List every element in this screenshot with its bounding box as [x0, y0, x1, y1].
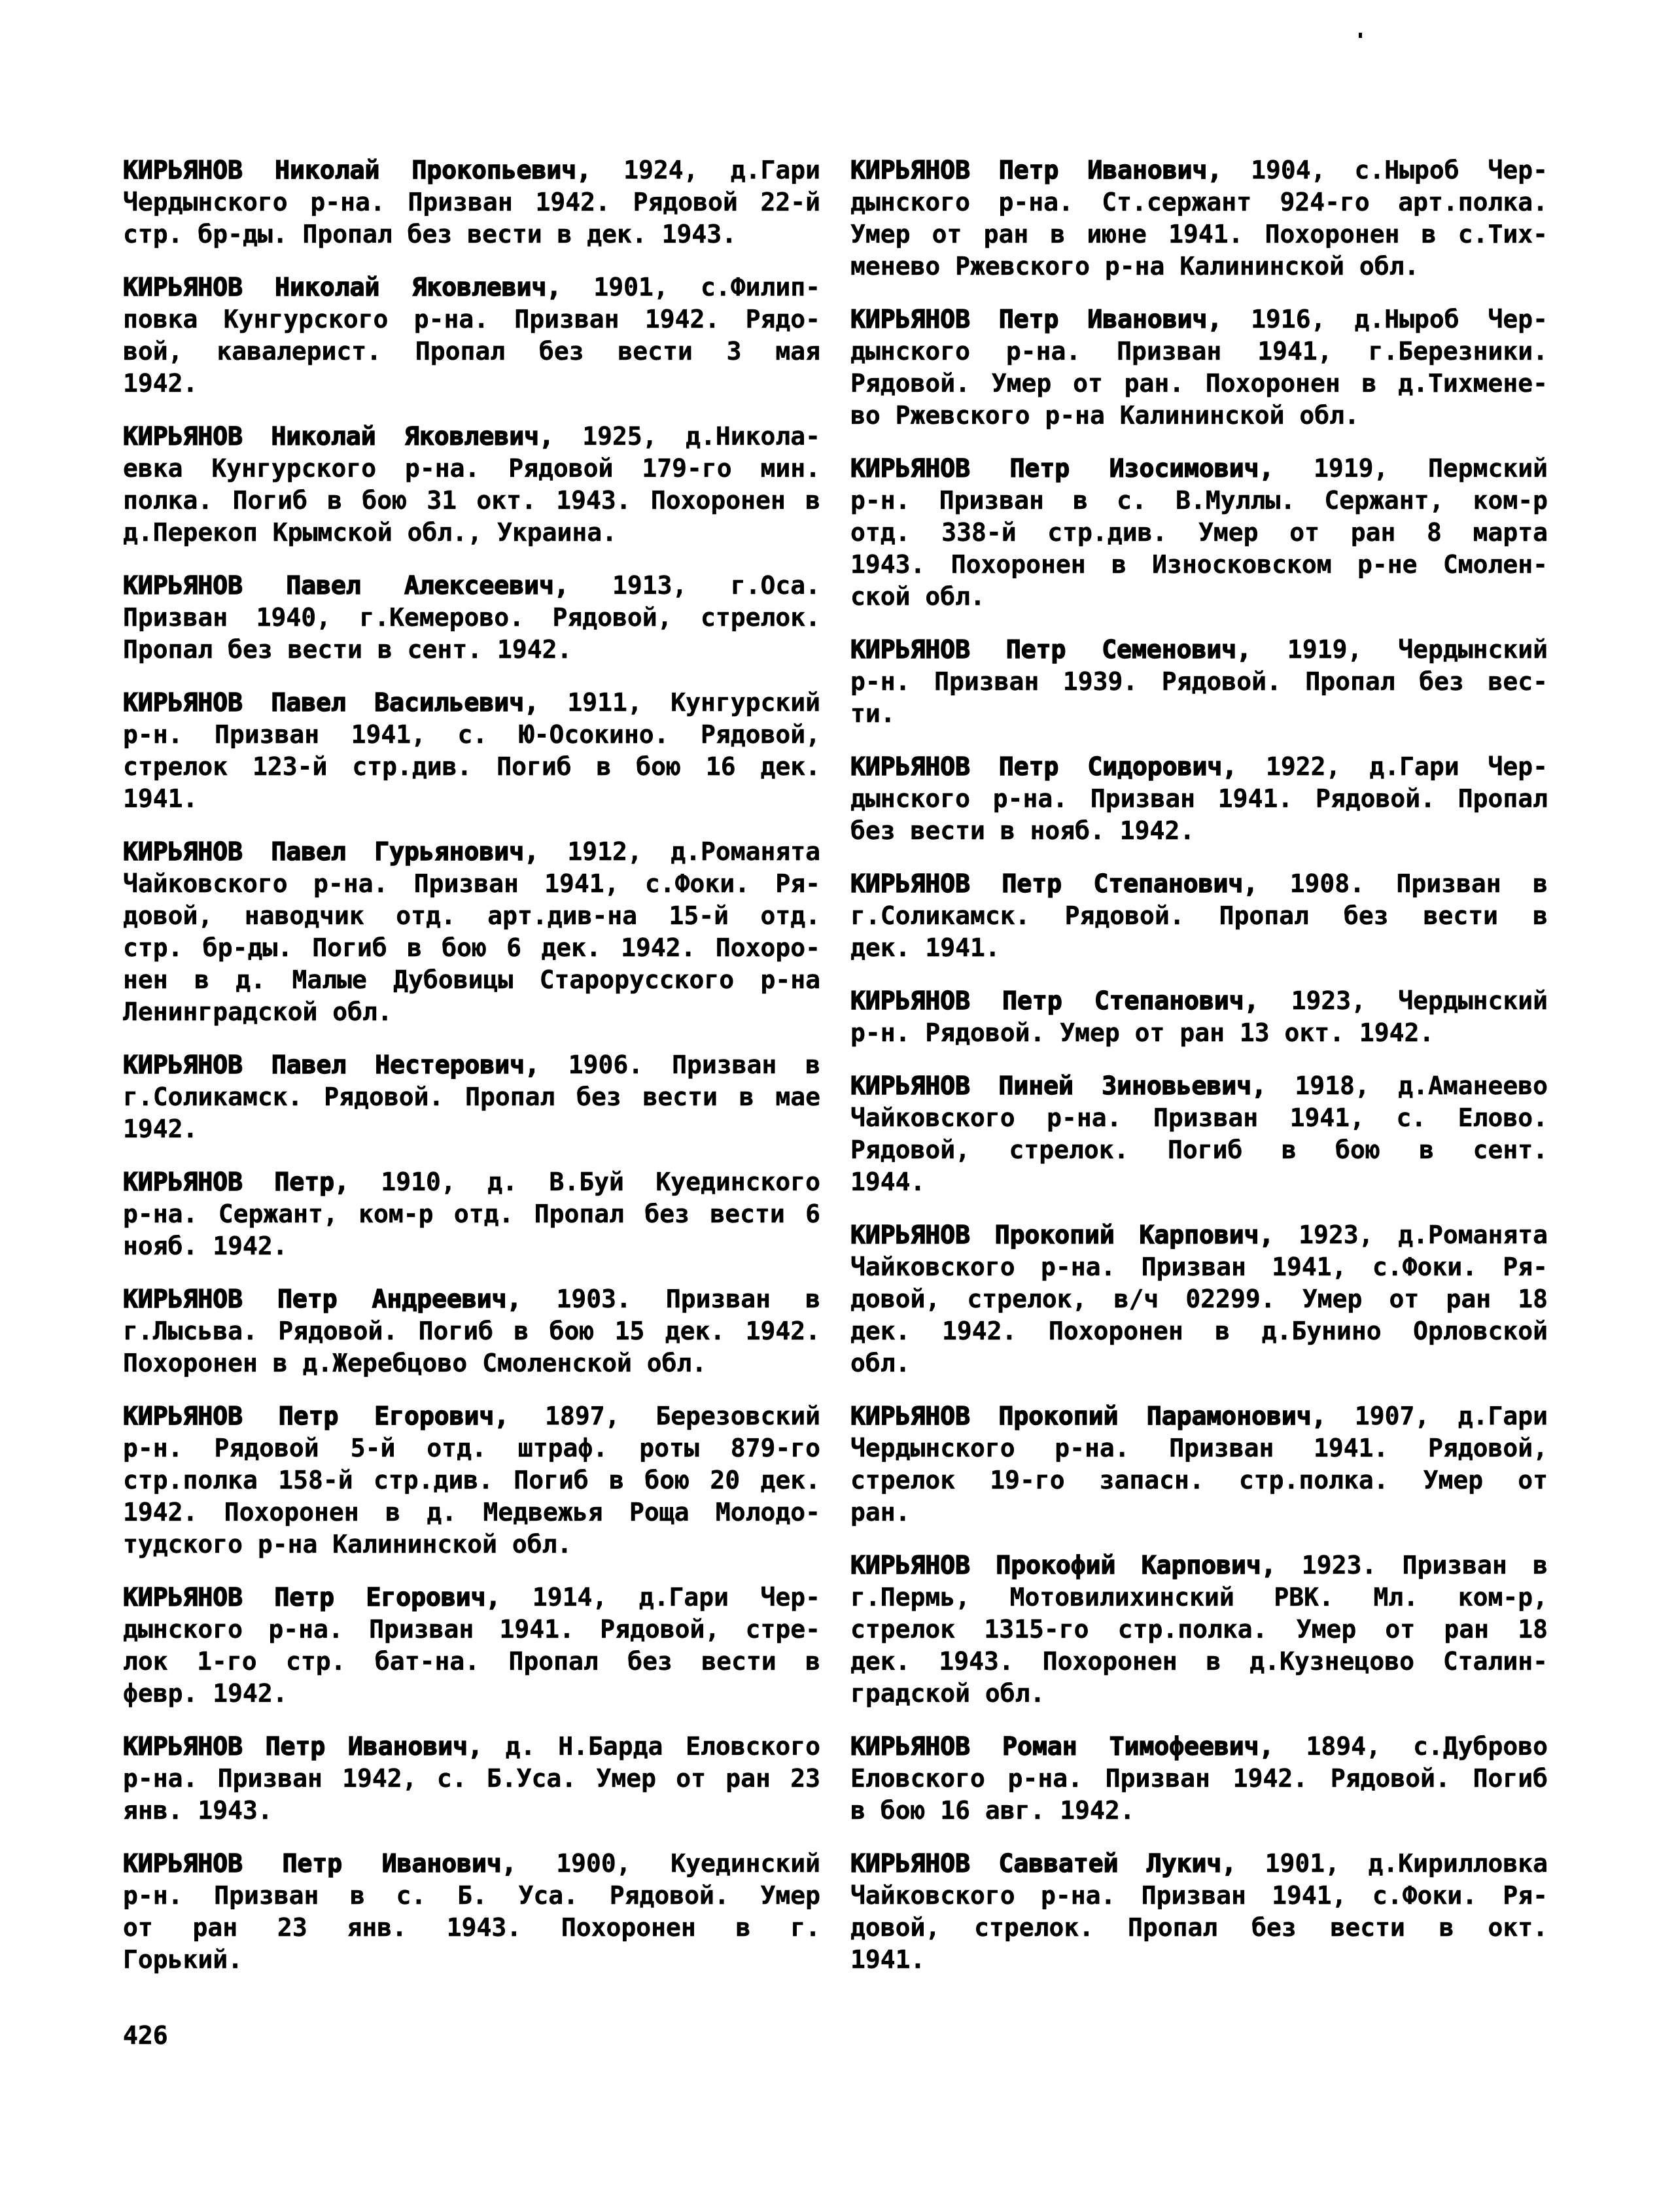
memorial-entry [850, 303, 1548, 432]
person-name: КИРЬЯНОВ Павел Алексеевич, [123, 571, 569, 600]
entry-line: КИРЬЯНОВ Петр Изосимович, 1919, Пермский [850, 454, 1548, 483]
memorial-entry [123, 1049, 820, 1145]
memorial-entry [123, 836, 820, 1028]
entry-line: КИРЬЯНОВ Николай Яковлевич, 1901, с.Филип- [123, 273, 820, 302]
entry-line: стр. бр-ды. Погиб в бою 6 дек. 1942. Похоро- [123, 933, 820, 962]
entry-line: Рядовой. Умер от ран. Похоронен в д.Тихмене- [850, 369, 1548, 398]
entry-line: Похоронен в д.Жеребцово Смоленской обл. [123, 1349, 707, 1377]
person-name: КИРЬЯНОВ Петр Семенович, [850, 635, 1252, 664]
person-name: КИРЬЯНОВ Петр Иванович, [850, 305, 1223, 334]
person-name: КИРЬЯНОВ Прокофий Карпович, [850, 1551, 1276, 1580]
entry-line: р-на. Сержант, ком-р отд. Пропал без вести 6 [123, 1200, 820, 1228]
entry-line: р-н. Рядовой. Умер от ран 13 окт. 1942. [850, 1018, 1435, 1047]
entry-line: КИРЬЯНОВ Петр Степанович, 1923, Чердынский [850, 986, 1548, 1015]
person-name: КИРЬЯНОВ Петр Степанович, [850, 986, 1259, 1015]
entry-line: КИРЬЯНОВ Петр Иванович, 1916, д.Ныроб Чер- [850, 305, 1548, 334]
person-name: КИРЬЯНОВ Павел Нестерович, [123, 1050, 540, 1079]
entry-line: ран. [850, 1498, 911, 1527]
entry-line: стрелок 19-го запасн. стр.полка. Умер от [850, 1466, 1548, 1495]
person-name: КИРЬЯНОВ Петр Сидорович, [850, 752, 1238, 781]
entry-line: Чайковского р-на. Призван 1941, с.Фоки. Ря- [123, 869, 820, 898]
entry-line: КИРЬЯНОВ Прокопий Парамонович, 1907, д.Гари [850, 1402, 1548, 1430]
entry-line: КИРЬЯНОВ Петр Степанович, 1908. Призван в [850, 869, 1548, 898]
entry-line: нояб. 1942. [123, 1232, 288, 1260]
entry-line: отд. 338-й стр.див. Умер от ран 8 марта [850, 518, 1548, 547]
person-name: КИРЬЯНОВ Николай Яковлевич, [123, 422, 554, 451]
memorial-entry [123, 1731, 820, 1827]
memorial-entry [850, 1070, 1548, 1198]
entry-line: в бою 16 авг. 1942. [850, 1796, 1135, 1825]
person-name: КИРЬЯНОВ Петр Андреевич, [123, 1285, 522, 1313]
entry-line: 1942. [123, 369, 198, 398]
right-column [850, 154, 1548, 1997]
person-name: КИРЬЯНОВ Петр Иванович, [123, 1732, 483, 1761]
entry-line: КИРЬЯНОВ Прокопий Карпович, 1923, д.Романята [850, 1220, 1548, 1249]
memorial-entry [123, 1581, 820, 1710]
person-name: КИРЬЯНОВ Павел Гурьянович, [123, 837, 539, 866]
memorial-entry [850, 154, 1548, 283]
entry-line: Еловского р-на. Призван 1942. Рядовой. Погиб [850, 1764, 1548, 1793]
person-name: КИРЬЯНОВ Павел Васильевич, [123, 688, 539, 717]
entry-line: КИРЬЯНОВ Савватей Лукич, 1901, д.Кирилловка [850, 1849, 1548, 1878]
person-name: КИРЬЯНОВ Петр Изосимович, [850, 454, 1274, 483]
entry-line: довой, стрелок. Пропал без вести в окт. [850, 1913, 1548, 1942]
entry-line: дек. 1941. [850, 933, 1000, 962]
entry-line: Чайковского р-на. Призван 1941, с.Фоки. Ря- [850, 1253, 1548, 1281]
entry-line: г.Пермь, Мотовилихинский РВК. Мл. ком-р, [850, 1583, 1548, 1612]
entry-line: во Ржевского р-на Калининской обл. [850, 401, 1359, 430]
entry-line: от ран 23 янв. 1943. Похоронен в г. [123, 1913, 820, 1942]
memorial-entry [850, 453, 1548, 613]
entry-line: КИРЬЯНОВ Петр Семенович, 1919, Чердынский [850, 635, 1548, 664]
entry-line: лок 1-го стр. бат-на. Пропал без вести в [123, 1647, 820, 1676]
page-number: 426 [123, 2021, 168, 2050]
entry-line: дек. 1943. Похоронен в д.Кузнецово Сталин- [850, 1647, 1548, 1676]
entry-line: КИРЬЯНОВ Петр Егорович, 1914, д.Гари Чер- [123, 1583, 820, 1612]
entry-line: КИРЬЯНОВ Павел Гурьянович, 1912, д.Романята [123, 837, 820, 866]
entry-line: КИРЬЯНОВ Пиней Зиновьевич, 1918, д.Аманеево [850, 1071, 1548, 1100]
person-name: КИРЬЯНОВ Петр Егорович, [123, 1583, 501, 1612]
entry-line: КИРЬЯНОВ Павел Алексеевич, 1913, г.Оса. [123, 571, 820, 600]
entry-line: г.Лысьва. Рядовой. Погиб в бою 15 дек. 1942. [123, 1317, 820, 1345]
entry-line: Чердынского р-на. Призван 1942. Рядовой 22-й [123, 188, 820, 216]
entry-line: 1944. [850, 1167, 926, 1196]
entry-line: градской обл. [850, 1679, 1045, 1708]
person-name: КИРЬЯНОВ Петр Степанович, [850, 869, 1259, 898]
entry-line: р-на. Призван 1942, с. Б.Уса. Умер от ран 23 [123, 1764, 820, 1793]
entry-line: Ленинградской обл. [123, 997, 393, 1026]
entry-line: без вести в нояб. 1942. [850, 816, 1195, 845]
person-name: КИРЬЯНОВ Петр Иванович, [850, 156, 1223, 184]
entry-line: янв. 1943. [123, 1796, 273, 1825]
entry-line: КИРЬЯНОВ Прокофий Карпович, 1923. Призван в [850, 1551, 1548, 1580]
entry-line: Горький. [123, 1945, 243, 1974]
entry-line: стрелок 123-й стр.див. Погиб в бою 16 дек. [123, 752, 820, 781]
person-name: КИРЬЯНОВ Роман Тимофеевич, [850, 1732, 1274, 1761]
memorial-entry [123, 271, 820, 400]
entry-line: КИРЬЯНОВ Петр Андреевич, 1903. Призван в [123, 1285, 820, 1313]
entry-line: КИРЬЯНОВ Петр Сидорович, 1922, д.Гари Чер- [850, 752, 1548, 781]
memorial-entry [123, 154, 820, 251]
entry-line: евка Кунгурского р-на. Рядовой 179-го мин. [123, 454, 820, 483]
person-name: КИРЬЯНОВ Прокопий Парамонович, [850, 1402, 1327, 1430]
entry-line: КИРЬЯНОВ Павел Васильевич, 1911, Кунгурский [123, 688, 820, 717]
entry-line: полка. Погиб в бою 31 окт. 1943. Похоронен в [123, 486, 820, 515]
person-name: КИРЬЯНОВ Савватей Лукич, [850, 1849, 1237, 1878]
memorial-entry [850, 1731, 1548, 1827]
left-column [123, 154, 820, 1997]
memorial-entry [123, 1400, 820, 1561]
entry-line: менево Ржевского р-на Калининской обл. [850, 252, 1420, 281]
memorial-entry [850, 1219, 1548, 1379]
entry-line: дынского р-на. Призван 1941. Рядовой. Пропал [850, 784, 1548, 813]
memorial-entry [850, 1400, 1548, 1529]
entry-line: КИРЬЯНОВ Петр, 1910, д. В.Буй Куединского [123, 1167, 820, 1196]
memorial-entry [123, 1283, 820, 1379]
memorial-entry [123, 1848, 820, 1976]
entry-line: г.Соликамск. Рядовой. Пропал без вести в [850, 901, 1548, 930]
entry-line: Чердынского р-на. Призван 1941. Рядовой, [850, 1434, 1548, 1462]
person-name: КИРЬЯНОВ Петр, [123, 1167, 349, 1196]
person-name: КИРЬЯНОВ Прокопий Карпович, [850, 1220, 1274, 1249]
entry-line: Чайковского р-на. Призван 1941, с. Елово. [850, 1103, 1548, 1132]
entry-line: нен в д. Малые Дубовицы Старорусского р-на [123, 965, 820, 994]
memorial-entry [850, 868, 1548, 964]
entry-line: г.Соликамск. Рядовой. Пропал без вести в мае [123, 1082, 820, 1111]
entry-line: 1941. [123, 784, 198, 813]
memorial-entry [850, 1848, 1548, 1976]
memorial-entry [850, 751, 1548, 847]
entry-line: Умер от ран в июне 1941. Похоронен в с.Тих- [850, 220, 1548, 249]
entry-line: тудского р-на Калининской обл. [123, 1530, 572, 1559]
person-name: КИРЬЯНОВ Николай Яковлевич, [123, 273, 562, 302]
entry-line: КИРЬЯНОВ Петр Иванович, 1900, Куединский [123, 1849, 820, 1878]
person-name: КИРЬЯНОВ Петр Иванович, [123, 1849, 517, 1878]
entry-line: стрелок 1315-го стр.полка. Умер от ран 18 [850, 1615, 1548, 1644]
person-name: КИРЬЯНОВ Петр Егорович, [123, 1402, 510, 1430]
entry-line: стр.полка 158-й стр.див. Погиб в бою 20 дек. [123, 1466, 820, 1495]
entry-line: КИРЬЯНОВ Николай Яковлевич, 1925, д.Никола- [123, 422, 820, 451]
memorial-entry [123, 1166, 820, 1262]
entry-line: 1943. Похоронен в Износковском р-не Смолен- [850, 550, 1548, 579]
entry-line: повка Кунгурского р-на. Призван 1942. Рядо- [123, 305, 820, 334]
entry-line: ской обл. [850, 582, 985, 611]
memorial-entry [123, 421, 820, 549]
entry-line: дынского р-на. Призван 1941. Рядовой, стре- [123, 1615, 820, 1644]
entry-line: КИРЬЯНОВ Николай Прокопьевич, 1924, д.Гари [123, 156, 820, 184]
entry-line: д.Перекоп Крымской обл., Украина. [123, 518, 617, 547]
entry-line: дынского р-на. Ст.сержант 924-го арт.полка. [850, 188, 1548, 216]
entry-line: февр. 1942. [123, 1679, 288, 1708]
entry-line: КИРЬЯНОВ Петр Егорович, 1897, Березовский [123, 1402, 820, 1430]
entry-line: р-н. Призван 1941, с. Ю-Осокино. Рядовой, [123, 720, 820, 749]
entry-line: р-н. Рядовой 5-й отд. штраф. роты 879-го [123, 1434, 820, 1462]
entry-line: стр. бр-ды. Пропал без вести в дек. 1943. [123, 220, 737, 249]
entry-line: обл. [850, 1349, 911, 1377]
entry-line: р-н. Призван 1939. Рядовой. Пропал без вес- [850, 667, 1548, 696]
memorial-entry [850, 985, 1548, 1049]
entry-line: КИРЬЯНОВ Петр Иванович, 1904, с.Ныроб Чер- [850, 156, 1548, 184]
entry-line: довой, наводчик отд. арт.див-на 15-й отд. [123, 901, 820, 930]
person-name: КИРЬЯНОВ Николай Прокопьевич, [123, 156, 592, 184]
memorial-entry [850, 634, 1548, 730]
entry-line: Чайковского р-на. Призван 1941, с.Фоки. Ря- [850, 1881, 1548, 1910]
entry-line: р-н. Призван в с. В.Муллы. Сержант, ком-р [850, 486, 1548, 515]
person-name: КИРЬЯНОВ Пиней Зиновьевич, [850, 1071, 1266, 1100]
entry-line: довой, стрелок, в/ч 02299. Умер от ран 18 [850, 1285, 1548, 1313]
entry-line: КИРЬЯНОВ Павел Нестерович, 1906. Призван в [123, 1050, 821, 1079]
entry-line: КИРЬЯНОВ Роман Тимофеевич, 1894, с.Дуброво [850, 1732, 1548, 1761]
entry-line: Призван 1940, г.Кемерово. Рядовой, стрелок. [123, 603, 820, 632]
entry-line: вой, кавалерист. Пропал без вести 3 мая [123, 337, 820, 366]
memorial-entry [123, 687, 820, 815]
entry-line: р-н. Призван в с. Б. Уса. Рядовой. Умер [123, 1881, 820, 1910]
entry-line: КИРЬЯНОВ Петр Иванович, д. Н.Барда Еловского [123, 1732, 820, 1761]
entry-line: Рядовой, стрелок. Погиб в бою в сент. [850, 1135, 1548, 1164]
memorial-entry [850, 1549, 1548, 1710]
entry-line: ти. [850, 699, 896, 728]
scan-speck-artifact [1359, 33, 1362, 38]
entry-line: Пропал без вести в сент. 1942. [123, 635, 572, 664]
entry-line: 1942. [123, 1115, 198, 1143]
entry-line: 1942. Похоронен в д. Медвежья Роща Молодо- [123, 1498, 820, 1527]
entry-line: 1941. [850, 1945, 926, 1974]
entry-line: дынского р-на. Призван 1941, г.Березники. [850, 337, 1548, 366]
memorial-entry [123, 570, 820, 666]
entry-line: дек. 1942. Похоронен в д.Бунино Орловской [850, 1317, 1548, 1345]
